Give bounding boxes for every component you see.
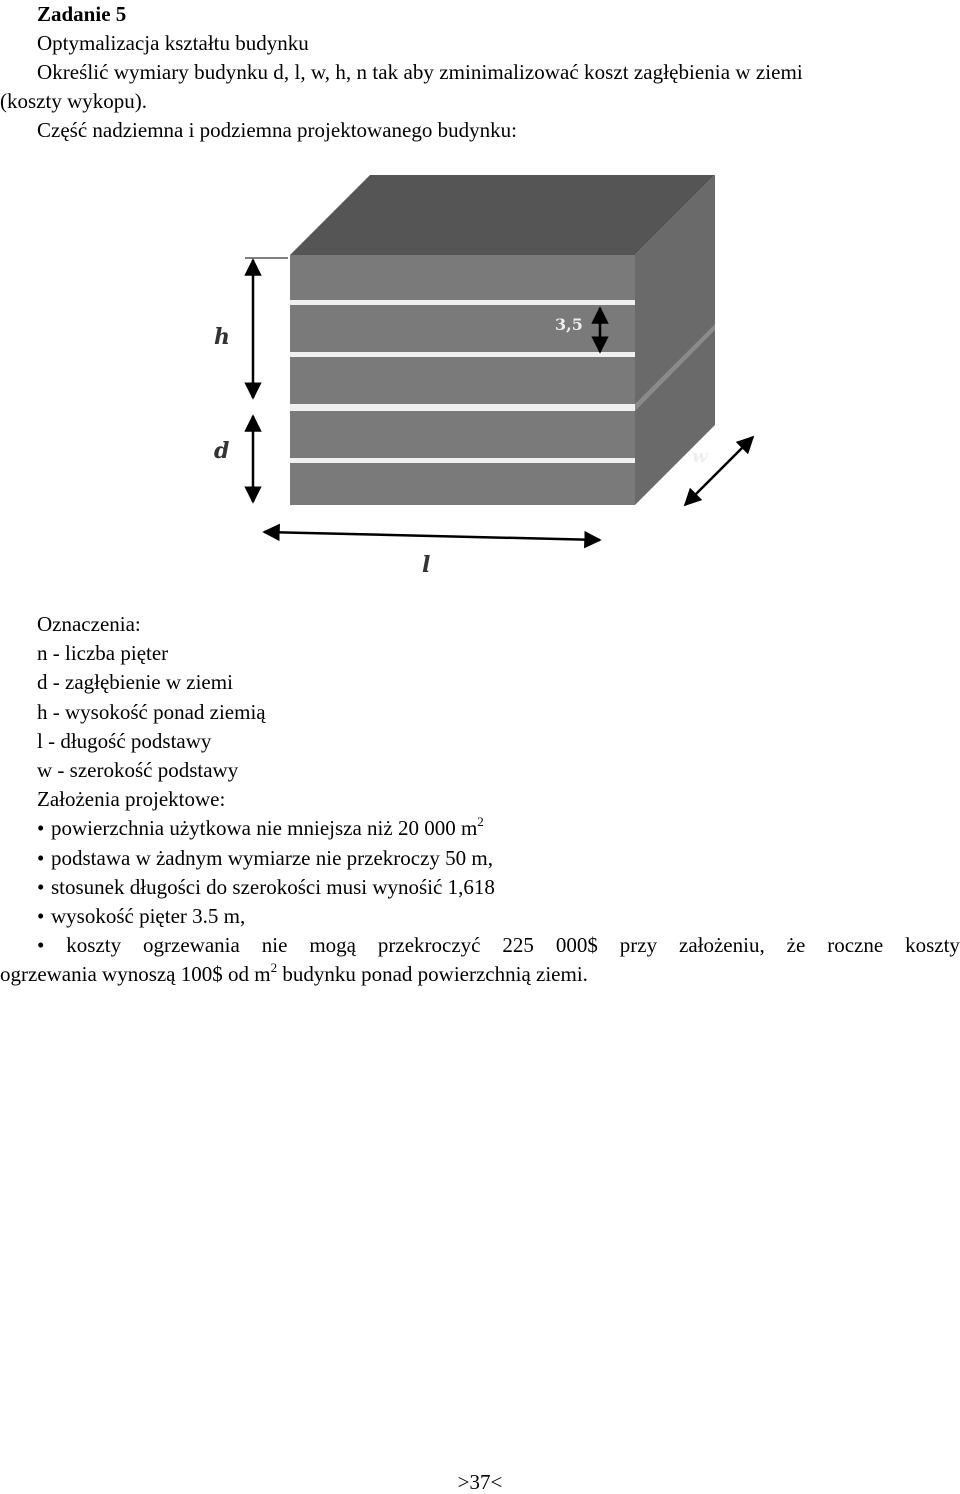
word: koszty [905, 933, 960, 957]
superscript: 2 [477, 814, 484, 829]
word: mogą [309, 933, 356, 957]
floor-stripe [290, 352, 635, 357]
word: przekroczyć [377, 933, 481, 957]
superscript: 2 [270, 960, 278, 975]
building-upper-front [290, 255, 635, 405]
assumption-item-heating-line2 [0, 962, 588, 986]
floor-stripe [290, 300, 635, 305]
floor-stripe [290, 458, 635, 463]
ground-stripe [290, 404, 635, 411]
word: 000$ [555, 933, 598, 957]
assumption-text: wysokość pięter 3.5 m, [51, 904, 246, 928]
assumption-item-heating-line1 [37, 933, 960, 957]
legend-item: n - liczba pięter [37, 641, 169, 665]
assumption-text: podstawa w żadnym wymiarze nie przekroczy 50 m, [51, 846, 494, 870]
label-d: d [214, 438, 230, 464]
bullet: • [37, 816, 45, 840]
word: założeniu, [679, 933, 765, 957]
label-w: w [692, 446, 708, 467]
legend-item: d - zagłębienie w ziemi [37, 670, 233, 694]
task-description-line1: Określić wymiary budynku d, l, w, h, n tak aby zminimalizować koszt zagłębienia w ziemi [37, 60, 803, 84]
word: koszty [66, 933, 122, 957]
assumption-text: powierzchnia użytkowa nie mniejsza niż 20 000 m [51, 816, 478, 840]
bullet: • [37, 933, 45, 957]
legend-item: w - szerokość podstawy [37, 758, 239, 782]
building-diagram [200, 160, 760, 580]
bullet: • [37, 904, 45, 928]
assumption-item [37, 875, 495, 899]
legend-heading: Oznaczenia: [37, 612, 141, 636]
word: przy [619, 933, 658, 957]
assumption-item [37, 816, 484, 840]
figure-caption: Część nadziemna i podziemna projektowanego budynku: [37, 118, 517, 142]
legend-item: l - długość podstawy [37, 729, 212, 753]
task-title: Zadanie 5 [37, 2, 127, 26]
assumption-text: stosunek długości do szerokości musi wynośić 1,618 [51, 875, 495, 899]
heating-text-post: budynku ponad powierzchnią ziemi. [277, 962, 588, 986]
assumption-item [37, 904, 245, 928]
building-lower-front [290, 410, 635, 505]
label-floor-height: 3,5 [555, 315, 583, 334]
bullet: • [37, 875, 45, 899]
page-number: >37< [457, 1470, 503, 1494]
l-dimension-arrow [264, 532, 600, 540]
word: nie [261, 933, 288, 957]
word: że [786, 933, 806, 957]
word: ogrzewania [143, 933, 240, 957]
heating-text-pre: ogrzewania wynoszą 100$ od m [0, 962, 271, 986]
word: roczne [827, 933, 884, 957]
task-subtitle: Optymalizacja kształtu budynku [37, 31, 309, 55]
assumptions-heading: Założenia projektowe: [37, 787, 226, 811]
legend-item: h - wysokość ponad ziemią [37, 700, 266, 724]
assumption-item [37, 846, 493, 870]
bullet: • [37, 846, 45, 870]
word: 225 [502, 933, 534, 957]
label-l: l [422, 552, 431, 578]
label-h: h [214, 324, 230, 350]
task-description-line2: (koszty wykopu). [0, 89, 147, 113]
